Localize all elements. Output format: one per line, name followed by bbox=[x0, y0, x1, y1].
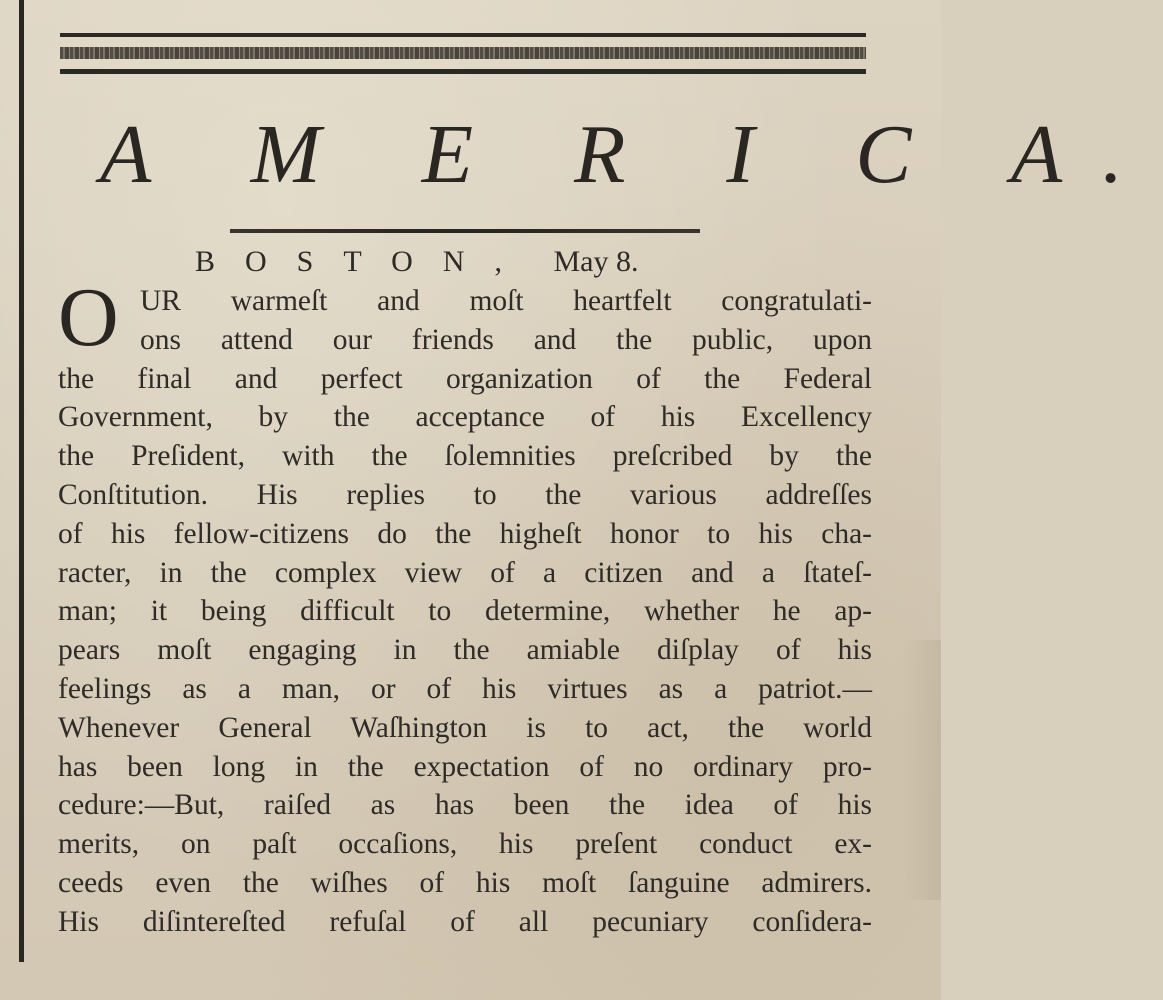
article-line: His diſintereſted refuſal of all pecuniary conſidera- bbox=[58, 905, 872, 938]
article-line: Government, by the acceptance of his Excellency bbox=[58, 401, 872, 434]
article-line: Whenever General Waſhington is to act, the world bbox=[58, 711, 872, 744]
article-line: of his fellow-citizens do the higheſt honor to his cha- bbox=[58, 517, 872, 550]
top-rule bbox=[60, 33, 866, 37]
article-line: feelings as a man, or of his virtues as a patriot.— bbox=[58, 672, 872, 705]
article-line: man; it being difficult to determine, whether he ap- bbox=[58, 595, 872, 628]
dateline bbox=[195, 240, 638, 284]
paper-stain bbox=[901, 640, 941, 900]
ornamental-rule bbox=[60, 47, 866, 59]
article-line: ceeds even the wiſhes of his moſt ſanguine admirers. bbox=[58, 866, 872, 899]
heading-rule bbox=[230, 229, 700, 233]
article-line: ons attend our friends and the public, upon bbox=[140, 323, 872, 356]
column-rule bbox=[19, 0, 24, 962]
top-rule bbox=[60, 69, 866, 74]
article-line: merits, on paſt occaſions, his preſent conduct ex- bbox=[58, 828, 872, 861]
dateline-city: BOSTON, bbox=[195, 245, 532, 278]
article-line: cedure:—But, raiſed as has been the idea of his bbox=[58, 789, 872, 822]
section-heading: A M E R I C A. bbox=[100, 108, 1163, 201]
article-line: pears moſt engaging in the amiable diſplay of his bbox=[58, 634, 872, 667]
article-line: UR warmeſt and moſt heartfelt congratulati- bbox=[140, 285, 872, 317]
article-line: has been long in the expectation of no ordinary pro- bbox=[58, 750, 872, 783]
article-line: racter, in the complex view of a citizen and a ſtateſ- bbox=[58, 556, 872, 589]
article-body bbox=[58, 271, 872, 942]
article-line: the final and perfect organization of the Federal bbox=[58, 362, 872, 395]
drop-cap: O bbox=[58, 271, 119, 364]
article-line: Conſtitution. His replies to the various addreſſes bbox=[58, 478, 872, 511]
article-line: the Preſident, with the ſolemnities preſcribed by the bbox=[58, 440, 872, 473]
dateline-date: May 8. bbox=[553, 245, 639, 278]
